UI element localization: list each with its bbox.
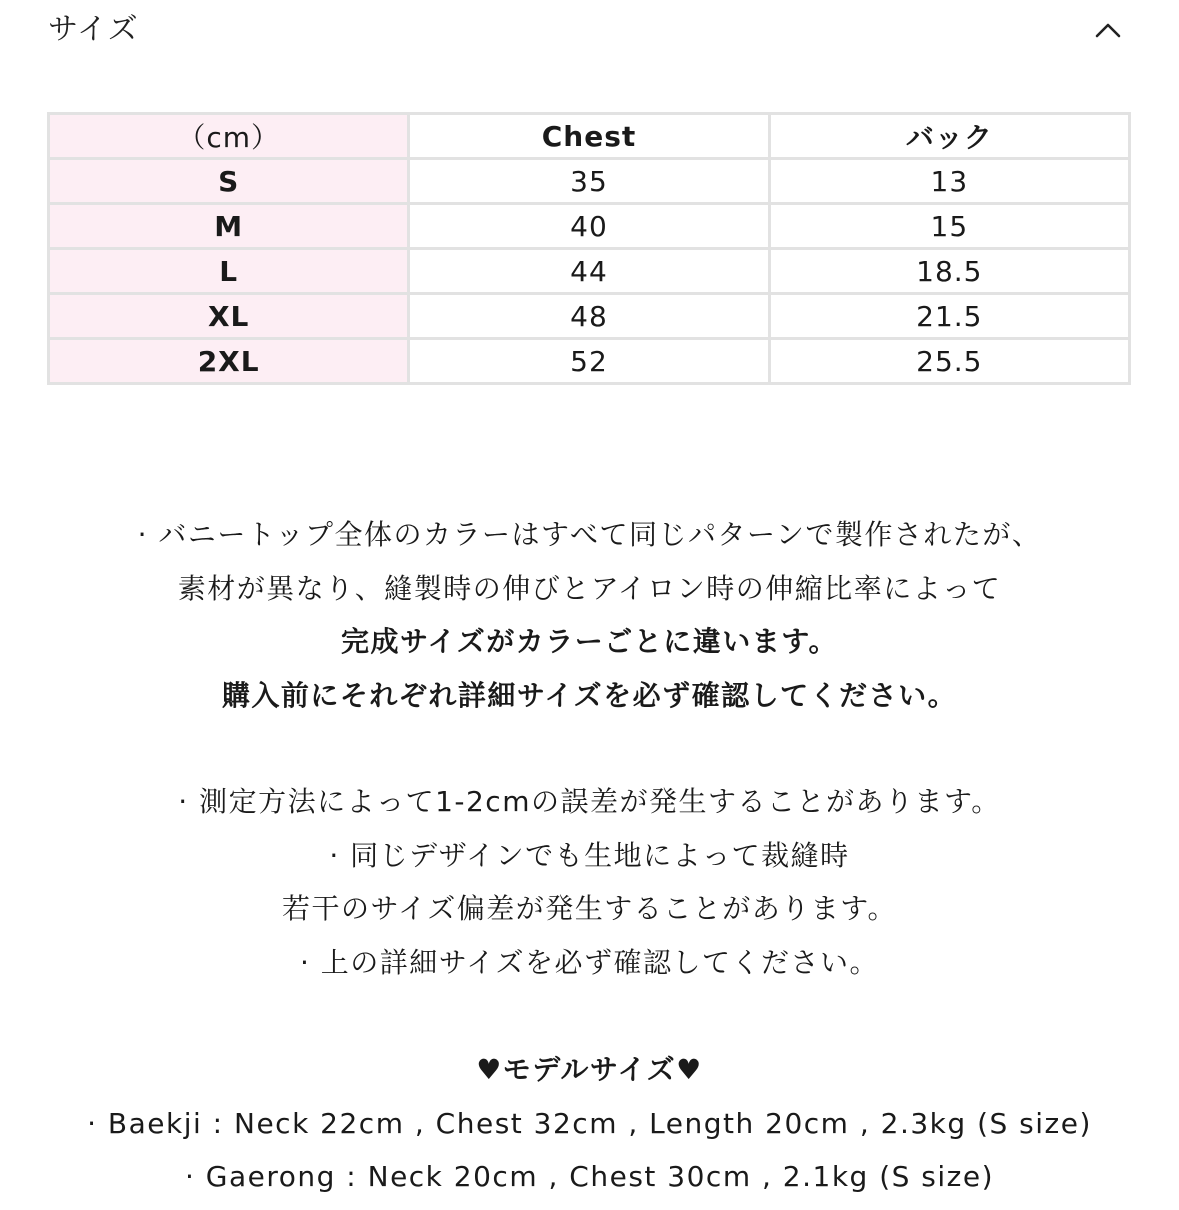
- size-table: [47, 112, 1131, 385]
- size-label: XL: [49, 294, 409, 339]
- chest-value: 44: [409, 249, 769, 294]
- note-line: · 同じデザインでも生地によって裁縫時: [329, 838, 850, 872]
- back-value: 18.5: [769, 249, 1129, 294]
- size-label: L: [49, 249, 409, 294]
- back-value: 25.5: [769, 339, 1129, 384]
- note-line: · バニートップ全体のカラーはすべて同じパターンで製作されたが、: [137, 518, 1042, 551]
- note-line: · 測定方法によって1-2cmの誤差が発生することがあります。: [178, 785, 1001, 818]
- section-title: サイズ: [48, 12, 139, 47]
- note-line-bold: 完成サイズがカラーごとに違います。: [340, 625, 839, 658]
- size-section-header[interactable]: [0, 0, 1179, 62]
- chevron-up-icon[interactable]: [1088, 12, 1128, 48]
- chest-value: 48: [409, 294, 769, 339]
- back-value: 13: [769, 159, 1129, 204]
- table-row: [49, 339, 1130, 384]
- note-line: 若干のサイズ偏差が発生することがあります。: [281, 892, 898, 925]
- size-label: 2XL: [49, 339, 409, 384]
- back-value: 21.5: [769, 294, 1129, 339]
- table-header-row: [49, 114, 1130, 159]
- table-header-unit: （cm）: [49, 114, 409, 159]
- measurement-note-block: [0, 775, 1179, 989]
- table-row: [49, 159, 1130, 204]
- chest-value: 40: [409, 204, 769, 249]
- table-row: [49, 294, 1130, 339]
- model-size-title: ♥モデルサイズ♥: [476, 1053, 703, 1086]
- note-line: 素材が異なり、縫製時の伸びとアイロン時の伸縮比率によって: [177, 571, 1002, 605]
- size-label: S: [49, 159, 409, 204]
- chest-value: 52: [409, 339, 769, 384]
- color-note-block: [0, 508, 1179, 722]
- size-label: M: [49, 204, 409, 249]
- chest-value: 35: [409, 159, 769, 204]
- model-size-block: [0, 1043, 1179, 1204]
- table-header-chest: Chest: [409, 114, 769, 159]
- back-value: 15: [769, 204, 1129, 249]
- model-size-item: · Baekji : Neck 22cm , Chest 32cm , Length 20cm , 2.3kg (S size): [87, 1106, 1092, 1140]
- table-header-back: バック: [769, 114, 1129, 159]
- model-size-item: · Gaerong : Neck 20cm , Chest 30cm , 2.1kg (S size): [184, 1160, 995, 1193]
- table-row: [49, 249, 1130, 294]
- note-line: · 上の詳細サイズを必ず確認してください。: [299, 945, 880, 979]
- note-line-bold: 購入前にそれぞれ詳細サイズを必ず確認してください。: [221, 678, 958, 712]
- table-row: [49, 204, 1130, 249]
